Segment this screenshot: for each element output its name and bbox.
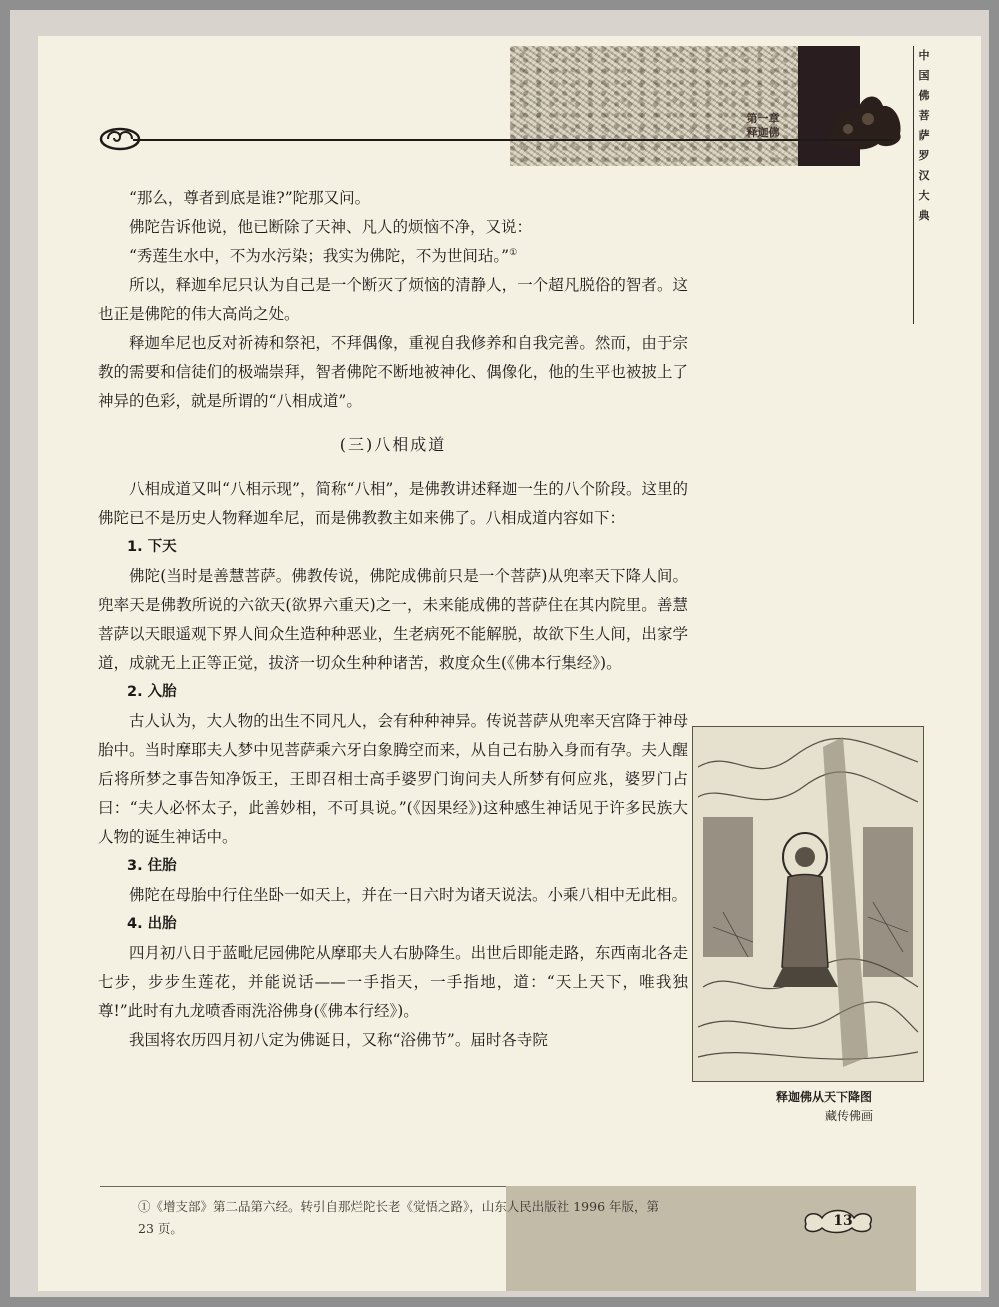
quote-paragraph xyxy=(98,242,688,271)
cloud-ornament-icon xyxy=(98,122,142,152)
paragraph: 佛陀告诉他说，他已断除了天神、凡人的烦恼不净，又说： xyxy=(129,218,533,236)
list-item-heading: 2. 入胎 xyxy=(127,684,177,700)
page-number: 13 xyxy=(833,1213,853,1229)
chapter-title: 释迦佛 xyxy=(746,126,780,139)
book-title-vertical: 中国佛菩萨罗汉大典 xyxy=(918,49,930,222)
book-page xyxy=(38,36,981,1291)
paragraph: 所以，释迦牟尼只认为自己是一个断灭了烦恼的清静人，一个超凡脱俗的智者。这也正是佛陀的伟大高尚之处。 xyxy=(98,276,688,323)
paragraph: 佛陀在母胎中行住坐卧一如天上，并在一日六时为诸天说法。小乘八相中无此相。 xyxy=(129,886,688,904)
list-item-heading: 4. 出胎 xyxy=(127,916,177,932)
footnote-marker: ① xyxy=(509,247,518,258)
list-item-heading: 3. 住胎 xyxy=(127,858,177,874)
chapter-label xyxy=(728,112,798,140)
quote-text: “秀莲生水中，不为水污染；我实为佛陀，不为世间玷。” xyxy=(129,247,510,265)
footnote-rule xyxy=(100,1186,506,1187)
section-heading: (三)八相成道 xyxy=(339,435,447,454)
buddha-descent-illustration xyxy=(692,726,924,1082)
paragraph: 佛陀(当时是善慧菩萨。佛教传说，佛陀成佛前只是一个菩萨)从兜率天下降人间。兜率天是佛教所说的六欲天(欲界六重天)之一，未来能成佛的菩萨住在其内院里。善慧菩萨以天眼遥观下界人间众生造种种恶业，生老病死不能解脱，故欲下生人间，出家学道，成就无上正等正觉，拔济一切众生种种诸苦，救度众生(《佛本行集经》)。 xyxy=(98,567,688,672)
paragraph: 我国将农历四月初八定为佛诞日，又称“浴佛节”。届时各寺院 xyxy=(129,1031,548,1049)
header-guardian-figure xyxy=(818,84,908,154)
paragraph: 古人认为，大人物的出生不同凡人，会有种种神异。传说菩萨从兜率天宫降于神母胎中。当时摩耶夫人梦中见菩萨乘六牙白象腾空而来，从自己右胁入身而有孕。夫人醒后将所梦之事告知净饭王，王即召相士高手婆罗门询问夫人所梦有何应兆，婆罗门占曰：“夫人必怀太子，此善妙相，不可具说。”(《因果经》)这种感生神话见于许多民族大人物的诞生神话中。 xyxy=(98,712,688,846)
chapter-number: 第一章 xyxy=(746,112,780,125)
paragraph: 释迦牟尼也反对祈祷和祭祀，不拜偶像，重视自我修养和自我完善。然而，由于宗教的需要和信徒们的极端崇拜，智者佛陀不断地被神化、偶像化，他的生平也被披上了神异的色彩，就是所谓的“八相成道”。 xyxy=(98,334,688,410)
paragraph: 四月初八日于蓝毗尼园佛陀从摩耶夫人右胁降生。出世后即能走路，东西南北各走七步，步步生莲花，并能说话——一手指天，一手指地，道：“天上天下，唯我独尊!”此时有九龙喷香雨洗浴佛身(《佛本行经》)。 xyxy=(98,944,688,1020)
paragraph: 八相成道又叫“八相示现”，简称“八相”，是佛教讲述释迦一生的八个阶段。这里的佛陀已不是历史人物释迦牟尼，而是佛教教主如来佛了。八相成道内容如下： xyxy=(98,480,688,527)
page-frame xyxy=(10,10,989,1297)
list-item-heading: 1. 下天 xyxy=(127,539,177,555)
caption-title: 释迦佛从天下降图 xyxy=(775,1090,872,1104)
paragraph: “那么，尊者到底是谁?”陀那又问。 xyxy=(129,189,371,207)
caption-subtitle: 藏传佛画 xyxy=(824,1109,873,1123)
main-text xyxy=(98,184,688,1055)
vertical-rule xyxy=(913,46,914,324)
figure-caption xyxy=(724,1088,924,1126)
header-texture xyxy=(510,46,800,166)
footnote: ①《增支部》第二品第六经。转引自那烂陀长老《觉悟之路》，山东人民出版社 1996 年版，第 23 页。 xyxy=(138,1199,660,1236)
